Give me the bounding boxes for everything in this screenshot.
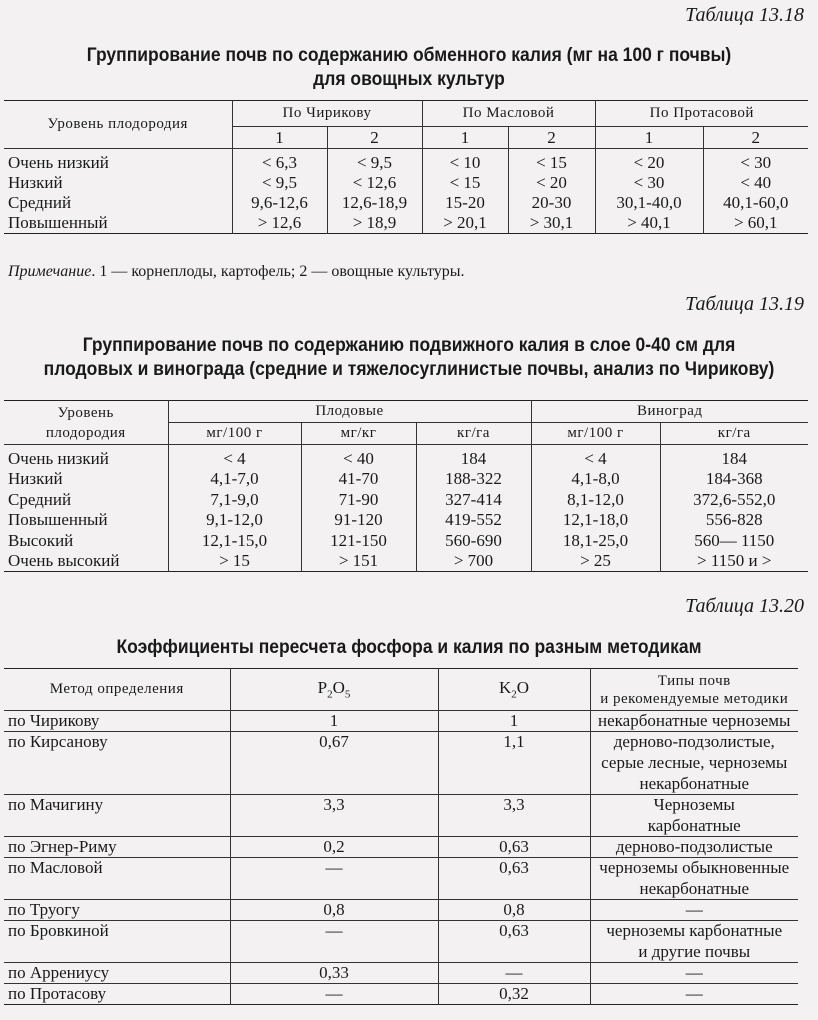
- cell-value: > 15: [168, 551, 301, 572]
- cell-p: 1: [230, 711, 438, 732]
- table-13-19: [4, 400, 808, 572]
- cell-p: —: [230, 921, 438, 942]
- cell-value: > 20,1: [422, 213, 508, 234]
- cell-type: серые лесные, черноземы: [601, 753, 788, 772]
- table-row: [4, 879, 798, 900]
- cell-method: по Кирсанову: [4, 732, 230, 753]
- cell-k: [438, 816, 590, 837]
- header-sub: 2: [508, 127, 595, 149]
- cell-value: < 10: [422, 149, 508, 174]
- cell-value: < 4: [531, 445, 660, 470]
- header-sub: кг/га: [416, 423, 531, 445]
- cell-value: 184: [721, 449, 747, 468]
- note-label: Примечание: [8, 263, 92, 280]
- cell-value: 560-690: [416, 531, 531, 552]
- header-k2o: [438, 669, 590, 711]
- table-row: [4, 942, 798, 963]
- cell-value: < 20: [508, 173, 595, 193]
- table-13-20: [4, 668, 798, 1005]
- cell-value: 8,1-12,0: [531, 490, 660, 511]
- header-types-line: Типы почв: [657, 672, 731, 689]
- header-sub: 2: [327, 127, 422, 149]
- cell-k: 0,32: [438, 984, 590, 1005]
- cell-p: [230, 774, 438, 795]
- cell-value: > 25: [531, 551, 660, 572]
- cell-k: 0,8: [438, 900, 590, 921]
- cell-value: 556-828: [705, 510, 763, 530]
- cell-value: < 6,3: [232, 149, 327, 174]
- cell-value: < 40: [301, 445, 416, 470]
- table-row: [4, 900, 798, 921]
- cell-p: [230, 816, 438, 837]
- cell-value: 41-70: [301, 469, 416, 490]
- header-method: Метод определения: [4, 669, 230, 711]
- table-row: [4, 858, 798, 879]
- cell-value: 560— 1150: [694, 530, 775, 550]
- table-row: [4, 711, 798, 732]
- cell-p: 0,33: [230, 963, 438, 984]
- cell-type: дерново-подзолистые: [615, 837, 773, 856]
- cell-value: 91-120: [301, 510, 416, 531]
- cell-value: > 40,1: [595, 213, 703, 234]
- cell-p: [230, 942, 438, 963]
- formula-part: P: [317, 678, 328, 698]
- cell-value: < 30: [740, 153, 772, 172]
- cell-k: 0,63: [438, 837, 590, 858]
- formula-part: O: [516, 678, 530, 698]
- table-13-20-title: [33, 636, 786, 660]
- table-row: [4, 510, 808, 531]
- header-sub: 1: [422, 127, 508, 149]
- header-sub: 1: [232, 127, 327, 149]
- cell-type: некарбонатные: [639, 878, 750, 898]
- row-level: Низкий: [4, 173, 232, 193]
- header-group: По Масловой: [422, 101, 595, 127]
- table-13-18-title: [33, 44, 786, 92]
- cell-type: —: [685, 984, 703, 1003]
- cell-k: [438, 879, 590, 900]
- cell-value: 18,1-25,0: [531, 531, 660, 552]
- cell-value: 40,1-60,0: [723, 193, 789, 212]
- cell-value: 71-90: [301, 490, 416, 511]
- cell-p: [230, 753, 438, 774]
- table-row: [4, 753, 798, 774]
- cell-k: [438, 942, 590, 963]
- cell-type: карбонатные: [647, 815, 741, 835]
- cell-value: < 15: [508, 149, 595, 174]
- cell-value: > 12,6: [232, 213, 327, 234]
- table-row: [4, 551, 808, 572]
- table-row: [4, 837, 798, 858]
- cell-value: 30,1-40,0: [595, 193, 703, 213]
- title-line: плодовых и винограда (средние и тяжелосуглинистые почвы, анализ по Чирикову): [43, 359, 775, 380]
- table-row: [4, 816, 798, 837]
- header-sub: 2: [751, 127, 760, 147]
- cell-value: < 40: [740, 173, 772, 192]
- cell-value: 12,6-18,9: [327, 193, 422, 213]
- cell-method: [4, 753, 230, 774]
- header-sub: кг/га: [717, 425, 751, 441]
- row-level: Средний: [4, 193, 232, 213]
- table-13-18: [4, 100, 808, 234]
- row-level: Низкий: [4, 469, 168, 490]
- cell-method: по Масловой: [4, 858, 230, 879]
- header-level: [4, 401, 168, 445]
- cell-value: < 12,6: [327, 173, 422, 193]
- table-row: [4, 213, 808, 234]
- cell-value: > 700: [416, 551, 531, 572]
- cell-value: 15-20: [422, 193, 508, 213]
- cell-type: Черноземы: [653, 795, 735, 815]
- cell-k: 0,63: [438, 858, 590, 879]
- formula-part: 2: [511, 688, 517, 701]
- cell-value: < 4: [168, 445, 301, 470]
- cell-value: < 20: [595, 149, 703, 174]
- cell-k: 0,63: [438, 921, 590, 942]
- header-types-line: и рекомендуемые методики: [600, 690, 789, 707]
- table-row: [4, 531, 808, 552]
- title-line: Коэффициенты пересчета фосфора и калия по разным методикам: [116, 637, 702, 658]
- cell-method: [4, 816, 230, 837]
- table-13-19-title: [33, 334, 786, 382]
- table-row: [4, 963, 798, 984]
- cell-type: черноземы карбонатные: [606, 921, 783, 941]
- cell-value: 372,6-552,0: [693, 489, 776, 509]
- cell-k: —: [438, 963, 590, 984]
- cell-value: 7,1-9,0: [168, 490, 301, 511]
- cell-value: > 151: [301, 551, 416, 572]
- header-p2o5: [230, 669, 438, 711]
- header-level: Уровень плодородия: [4, 101, 232, 149]
- cell-value: < 9,5: [232, 173, 327, 193]
- cell-value: 20-30: [508, 193, 595, 213]
- header-sub: 1: [595, 127, 703, 149]
- header-group: По Чирикову: [232, 101, 422, 127]
- cell-type: некарбонатные: [639, 773, 750, 793]
- formula-part: K: [498, 678, 512, 698]
- note-text: . 1 — корнеплоды, картофель; 2 — овощные культуры.: [91, 263, 465, 280]
- cell-value: > 18,9: [327, 213, 422, 234]
- cell-method: [4, 942, 230, 963]
- cell-value: 9,1-12,0: [168, 510, 301, 531]
- header-group: Плодовые: [168, 401, 531, 423]
- header-sub: мг/100 г: [531, 423, 660, 445]
- cell-type: черноземы обыкновенные: [599, 858, 790, 878]
- cell-p: 0,8: [230, 900, 438, 921]
- cell-k: 1,1: [438, 732, 590, 753]
- row-level: Повышенный: [4, 213, 232, 234]
- header-level-line: плодородия: [45, 424, 126, 441]
- cell-value: 419-552: [416, 510, 531, 531]
- formula-part: O: [332, 678, 345, 698]
- cell-type: и другие почвы: [638, 941, 751, 961]
- cell-p: 3,3: [230, 795, 438, 816]
- cell-method: по Аррениусу: [4, 963, 230, 984]
- formula-part: 5: [344, 688, 351, 701]
- title-line: Группирование почв по содержанию обменного калия (мг на 100 г почвы): [86, 45, 732, 66]
- row-level: Средний: [4, 490, 168, 511]
- cell-value: < 9,5: [327, 149, 422, 174]
- row-level: Повышенный: [4, 510, 168, 531]
- cell-method: по Эгнер-Риму: [4, 837, 230, 858]
- row-level: Очень высокий: [4, 551, 168, 572]
- cell-type: —: [685, 900, 703, 919]
- cell-p: 0,2: [230, 837, 438, 858]
- table-row: [4, 490, 808, 511]
- cell-value: > 1150 и >: [697, 551, 772, 570]
- cell-value: 184-368: [705, 469, 763, 489]
- table-row: [4, 921, 798, 942]
- title-line: Группирование почв по содержанию подвижного калия в слое 0-40 см для: [82, 335, 736, 356]
- cell-value: < 30: [595, 173, 703, 193]
- cell-p: [230, 879, 438, 900]
- cell-method: [4, 774, 230, 795]
- cell-type: дерново-подзолистые,: [613, 732, 775, 752]
- table-13-18-label: Таблица 13.18: [685, 4, 804, 26]
- cell-method: по Труогу: [4, 900, 230, 921]
- cell-k: [438, 753, 590, 774]
- cell-value: 121-150: [301, 531, 416, 552]
- cell-value: 12,1-18,0: [531, 510, 660, 531]
- cell-value: 4,1-7,0: [168, 469, 301, 490]
- cell-value: 9,6-12,6: [232, 193, 327, 213]
- cell-p: —: [230, 984, 438, 1005]
- cell-value: 184: [416, 445, 531, 470]
- table-row: [4, 469, 808, 490]
- header-sub: мг/кг: [301, 423, 416, 445]
- table-13-20-label: Таблица 13.20: [685, 595, 804, 617]
- cell-method: по Мачигину: [4, 795, 230, 816]
- cell-method: по Чирикову: [4, 711, 230, 732]
- row-level: Высокий: [4, 531, 168, 552]
- cell-value: 4,1-8,0: [531, 469, 660, 490]
- table-row: [4, 193, 808, 213]
- cell-value: > 60,1: [733, 213, 778, 232]
- table-13-19-label: Таблица 13.19: [685, 293, 804, 315]
- formula-part: 2: [327, 688, 333, 701]
- cell-method: [4, 879, 230, 900]
- header-group: По Протасовой: [595, 101, 808, 127]
- table-row: [4, 774, 798, 795]
- cell-type: некарбонатные черноземы: [598, 711, 791, 730]
- cell-method: по Бровкиной: [4, 921, 230, 942]
- cell-k: [438, 774, 590, 795]
- table-row: [4, 445, 808, 470]
- table-row: [4, 984, 798, 1005]
- header-types: [590, 669, 798, 711]
- cell-p: —: [230, 858, 438, 879]
- table-13-18-note: [8, 263, 465, 281]
- cell-p: 0,67: [230, 732, 438, 753]
- header-sub: мг/100 г: [168, 423, 301, 445]
- table-row: [4, 795, 798, 816]
- cell-method: по Протасову: [4, 984, 230, 1005]
- cell-value: 188-322: [416, 469, 531, 490]
- title-line: для овощных культур: [313, 69, 505, 90]
- table-row: [4, 149, 808, 174]
- cell-value: > 30,1: [508, 213, 595, 234]
- table-row: [4, 173, 808, 193]
- header-level-line: Уровень: [57, 404, 114, 421]
- cell-type: —: [685, 963, 703, 982]
- cell-value: < 15: [422, 173, 508, 193]
- cell-k: 3,3: [438, 795, 590, 816]
- cell-value: 327-414: [416, 490, 531, 511]
- cell-value: 12,1-15,0: [168, 531, 301, 552]
- header-group: Виноград: [531, 401, 808, 423]
- table-row: [4, 732, 798, 753]
- row-level: Очень низкий: [4, 445, 168, 470]
- cell-k: 1: [438, 711, 590, 732]
- row-level: Очень низкий: [4, 149, 232, 174]
